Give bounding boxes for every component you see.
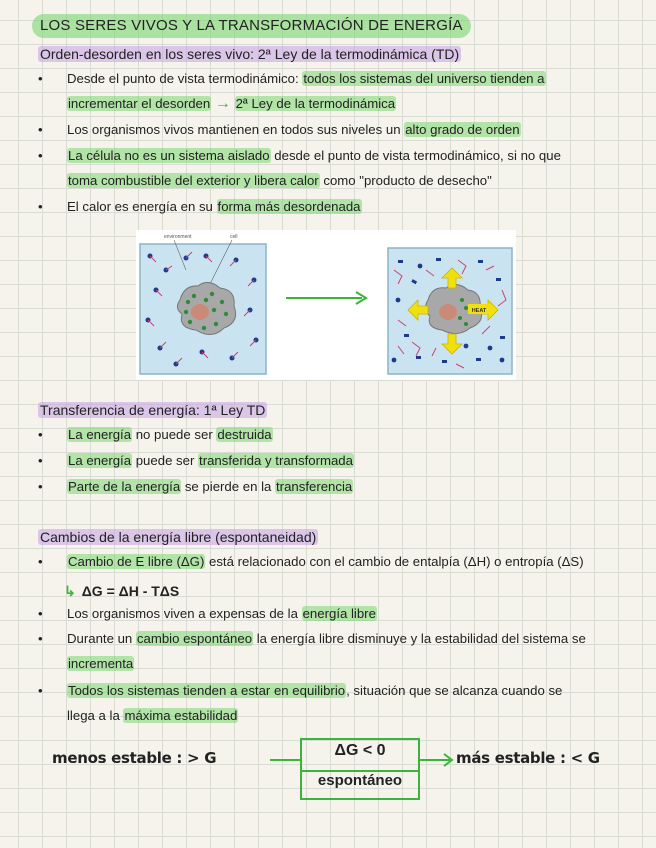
- return-arrow-icon: ↳: [64, 583, 76, 599]
- bullet-highlight: destruida: [217, 427, 272, 442]
- bullet-highlight: incrementar el desorden: [68, 96, 211, 111]
- bullet-highlight: Cambio de E libre (ΔG): [68, 554, 205, 569]
- bullet-dot: •: [38, 199, 43, 214]
- label-environment: environment: [164, 234, 192, 240]
- bullet-item: [38, 448, 638, 473]
- bullet-item: [38, 143, 638, 168]
- spontaneous-change-box: [300, 738, 420, 800]
- bullet-dot: •: [38, 631, 43, 646]
- heat-label: HEAT: [471, 308, 487, 314]
- heading-text: Transferencia de energía: 1ª Ley TD: [40, 402, 266, 418]
- bullet-dot: •: [38, 71, 43, 86]
- bullet-text: puede ser: [132, 453, 199, 468]
- bullet-text: Los organismos viven a expensas de la: [67, 606, 302, 621]
- less-stable-label: menos estable : > G: [52, 749, 217, 767]
- bullet-text: El calor es energía en su: [67, 199, 217, 214]
- bullet-dot: •: [38, 122, 43, 137]
- bullet-highlight: La energía: [68, 453, 132, 468]
- illustration-svg: [136, 230, 516, 380]
- heading-text: Orden-desorden en los seres vivo: 2ª Ley de la termodinámica (TD): [40, 46, 460, 62]
- nucleus-right: [439, 304, 457, 320]
- bullet-highlight: cambio espontáneo: [136, 631, 253, 646]
- bullet-continuation: [38, 651, 638, 676]
- bullet-highlight: máxima estabilidad: [124, 708, 238, 723]
- bullet-text: Los organismos vivos mantienen en todos sus niveles un: [67, 122, 405, 137]
- spontaneous-label: espontáneo: [317, 772, 403, 789]
- bullet-highlight: La célula no es un sistema aislado: [68, 148, 270, 163]
- bullet-item: [38, 194, 638, 219]
- bullet-item: [38, 474, 638, 499]
- bullet-item: [38, 422, 638, 447]
- more-stable-label: más estable : < G: [456, 749, 600, 767]
- bullet-highlight: La energía: [68, 427, 132, 442]
- bullet-dot: •: [38, 683, 43, 698]
- cell-entropy-illustration: [136, 230, 516, 380]
- bullet-text: está relacionado con el cambio de entalpía (ΔH) o entropía (ΔS): [205, 554, 584, 569]
- bullet-text: no puede ser: [132, 427, 217, 442]
- bullet-dot: •: [38, 554, 43, 569]
- bullet-highlight: incrementa: [68, 656, 134, 671]
- free-energy-formula: [64, 580, 179, 602]
- bullet-text: la energía libre disminuye y la estabilidad del sistema se: [253, 631, 586, 646]
- bullet-highlight: todos los sistemas del universo tienden a: [303, 71, 545, 86]
- right-arrow-icon: →: [214, 95, 231, 112]
- bullet-highlight: Todos los sistemas tienden a estar en equilibrio: [68, 683, 346, 698]
- label-cell: cell: [230, 234, 238, 240]
- bullet-dot: •: [38, 453, 43, 468]
- bullet-item: [38, 549, 638, 574]
- bullet-dot: •: [38, 606, 43, 621]
- bullet-highlight: energía libre: [302, 606, 376, 621]
- bullet-dot: •: [38, 479, 43, 494]
- section-heading-energia-libre: [38, 527, 318, 547]
- bullet-highlight: transferencia: [276, 479, 353, 494]
- bullet-text: desde el punto de vista termodinámico, si no que: [270, 148, 561, 163]
- bullet-highlight: alto grado de orden: [405, 122, 520, 137]
- nucleus-left: [191, 304, 209, 320]
- bullet-highlight: 2ª Ley de la termodinámica: [235, 96, 396, 111]
- page-title: LOS SERES VIVOS Y LA TRANSFORMACIÓN DE ENERGÍA: [32, 14, 471, 38]
- bullet-highlight: Parte de la energía: [68, 479, 181, 494]
- delta-g-negative: ΔG < 0: [334, 742, 386, 759]
- bullet-highlight: toma combustible del exterior y libera calor: [68, 173, 319, 188]
- bullet-text: se pierde en la: [181, 479, 276, 494]
- bullet-item: [38, 601, 638, 626]
- bullet-text: como "producto de desecho": [319, 173, 492, 188]
- heading-text: Cambios de la energía libre (espontaneidad): [40, 529, 317, 545]
- bullet-text: Durante un: [67, 631, 136, 646]
- formula-text: ΔG = ΔH - TΔS: [81, 583, 180, 599]
- bullet-item: [38, 678, 638, 703]
- bullet-text: llega a la: [67, 708, 124, 723]
- bullet-item: [38, 66, 638, 91]
- bullet-text: Desde el punto de vista termodinámico:: [67, 71, 303, 86]
- bullet-dot: •: [38, 148, 43, 163]
- bullet-continuation: [38, 168, 638, 193]
- bullet-item: [38, 117, 638, 142]
- section-heading-orden-desorden: [38, 44, 461, 64]
- bullet-highlight: transferida y transformada: [199, 453, 353, 468]
- bullet-item: [38, 626, 638, 651]
- bullet-dot: •: [38, 427, 43, 442]
- bullet-continuation: [38, 703, 638, 728]
- bullet-highlight: forma más desordenada: [217, 199, 361, 214]
- bullet-continuation: [38, 91, 638, 116]
- right-arrow-icon: [420, 750, 456, 768]
- bullet-text: , situación que se alcanza cuando se: [346, 683, 563, 698]
- section-heading-transferencia: [38, 400, 267, 420]
